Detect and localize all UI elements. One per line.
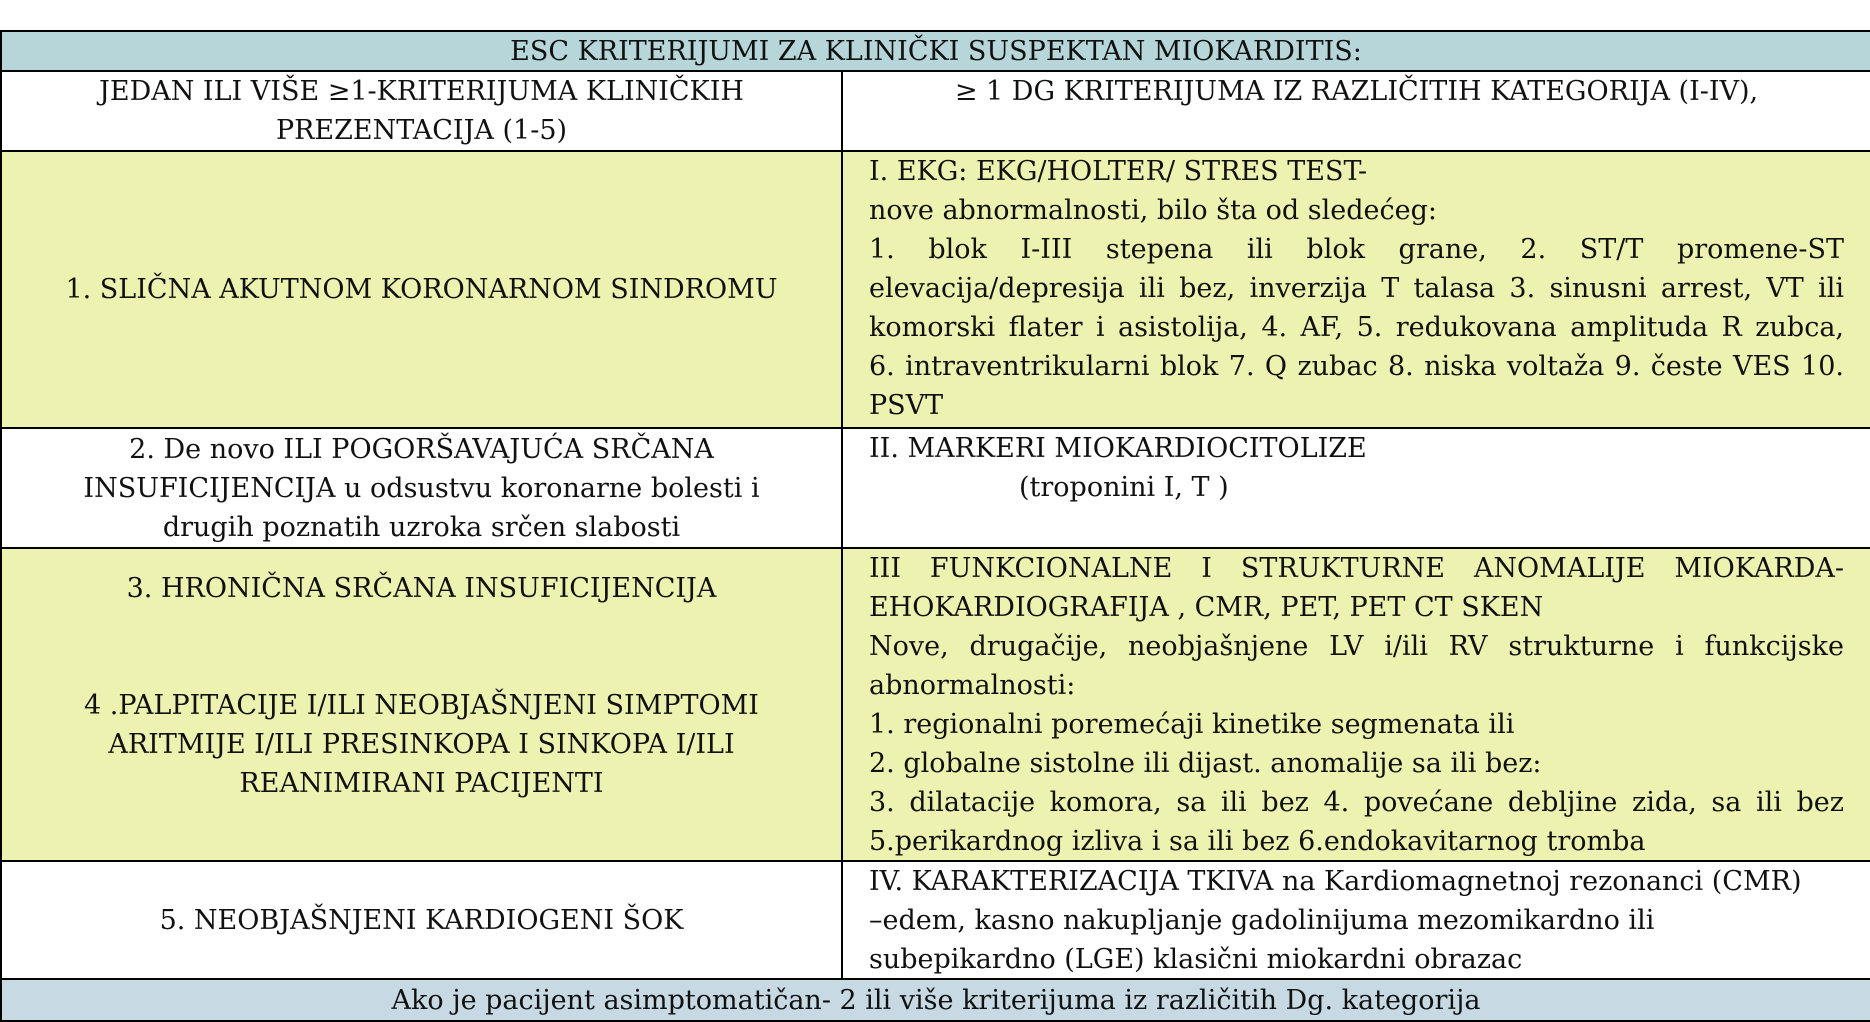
cell-line: III FUNKCIONALNE I STRUKTURNE ANOMALIJE MIOKARDA- [869,553,1844,584]
cell-line: 3. dilatacije komora, sa ili bez 4. povećane debljine zida, sa ili bez [869,787,1844,818]
footer-note: Ako je pacijent asimptomatičan- 2 ili više kriterijuma iz različitih Dg. kategorija [391,984,1481,1016]
cell-line: 1. regionalni poremećaji kinetike segmenata ili [869,709,1515,740]
cell-line: drugih poznatih uzroka srčen slabosti [162,511,681,543]
criteria-row-1 [2,152,1870,429]
cell-line: 3. HRONIČNA SRČANA INSUFICIJENCIJA [126,573,717,604]
cell-line: ARITMIJE I/ILI PRESINKOPA I SINKOPA I/ILI [108,729,735,760]
cell-line: I. EKG: EKG/HOLTER/ STRES TEST- [869,156,1368,187]
cell-line: EHOKARDIOGRAFIJA , CMR, PET, PET CT SKEN [869,592,1544,623]
cell-line: 2. globalne sistolne ili dijast. anomalije sa ili bez: [869,748,1542,779]
cell-line: 1. blok I-III stepena ili blok grane, 2. ST/T promene-ST [869,234,1844,265]
diagnostic-criteria-2 [843,429,1870,547]
header-left-line: PREZENTACIJA (1-5) [275,115,568,146]
criteria-row-2 [2,429,1870,549]
cell-line: II. MARKERI MIOKARDIOCITOLIZE [869,433,1367,464]
cell-line: PSVT [869,390,944,421]
criteria-table [0,30,1870,1022]
cell-line: subepikardno (LGE) klasični miokardni obrazac [869,944,1523,975]
cell-line: 2. De novo ILI POGORŠAVAJUĆA SRČANA [129,433,714,465]
cell-line: IV. KARAKTERIZACIJA TKIVA na Kardiomagnetnoj rezonanci (CMR) [869,866,1802,897]
diagnostic-criteria-4 [843,862,1870,978]
clinical-presentation-2 [2,429,843,547]
diagnostic-criteria-3 [843,549,1870,860]
cell-line: 1. SLIČNA AKUTNOM KORONARNOM SINDROMU [65,274,778,305]
cell-line: abnormalnosti: [869,670,1076,701]
cell-line: –edem, kasno nakupljanje gadolinijuma mezomikardno ili [869,905,1655,936]
header-left-line: JEDAN ILI VIŠE ≥1-KRITERIJUMA KLINIČKIH [99,76,744,107]
cell-line: 5.perikardnog izliva i sa ili bez 6.endokavitarnog tromba [869,826,1646,857]
cell-line: komorski flater i asistolija, 4. AF, 5. redukovana amplituda R zubca, [869,312,1844,343]
criteria-row-4 [2,862,1870,980]
clinical-presentation-5 [2,862,843,978]
criteria-row-3 [2,549,1870,862]
cell-line: (troponini I, T ) [1019,472,1229,503]
header-row [2,72,1870,152]
clinical-presentation-1 [2,152,843,427]
cell-line: nove abnormalnosti, bilo šta od sledećeg: [869,195,1437,226]
table-title: ESC KRITERIJUMI ZA KLINIČKI SUSPEKTAN MIOKARDITIS: [510,35,1362,67]
cell-line: 6. intraventrikularni blok 7. Q zubac 8. niska voltaža 9. česte VES 10. [869,351,1844,382]
cell-line: elevacija/depresija ili bez, inverzija T talasa 3. sinusni arrest, VT ili [869,273,1844,304]
header-right-text: ≥ 1 DG KRITERIJUMA IZ RAZLIČITIH KATEGORIJA (I-IV), [954,76,1759,107]
cell-line: INSUFICIJENCIJA u odsustvu koronarne bolesti i [83,472,760,504]
footer-row [2,980,1870,1020]
cell-line: REANIMIRANI PACIJENTI [239,768,604,799]
cell-line: 4 .PALPITACIJE I/ILI NEOBJAŠNJENI SIMPTOMI [84,690,759,721]
cell-line: Nove, drugačije, neobjašnjene LV i/ili RV strukturne i funkcijske [869,631,1844,662]
clinical-presentation-3-4 [2,549,843,860]
cell-line: 5. NEOBJAŠNJENI KARDIOGENI ŠOK [159,904,684,936]
header-left-cell [2,72,843,150]
table-title-row [2,32,1870,72]
header-right-cell [843,72,1870,150]
diagnostic-criteria-1 [843,152,1870,427]
cell-spacer [28,608,815,686]
